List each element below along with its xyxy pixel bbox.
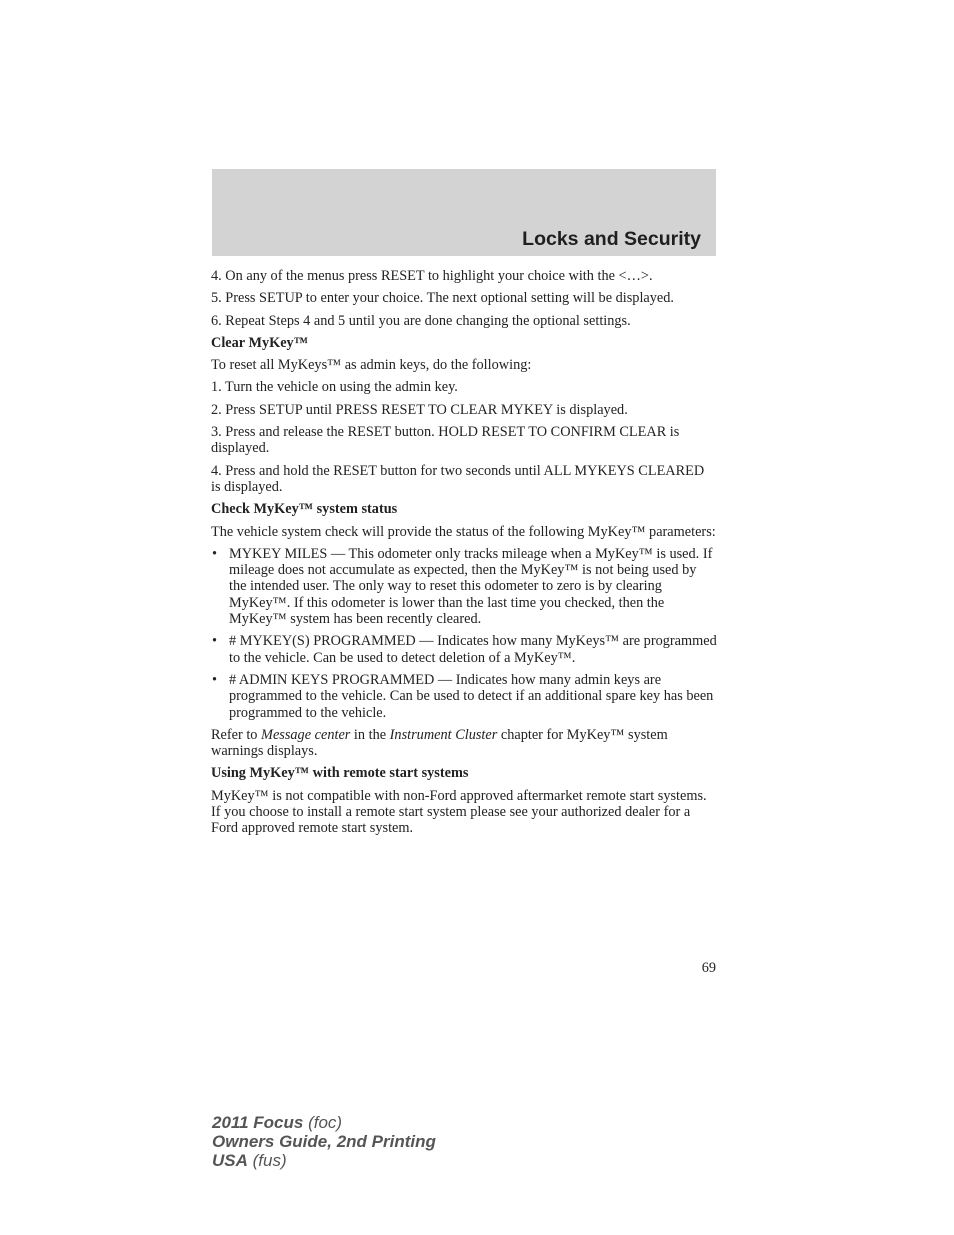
check-mykey-intro: The vehicle system check will provide the status of the following MyKey™ parameters: xyxy=(211,523,716,540)
footer xyxy=(212,1113,436,1170)
footer-region: USA xyxy=(212,1151,248,1170)
bullet-icon: • xyxy=(212,545,218,562)
footer-guide: Owners Guide, 2nd Printing xyxy=(212,1132,436,1151)
refer-instrument-cluster: Instrument Cluster xyxy=(389,726,498,743)
clear-step-4: 4. Press and hold the RESET button for two seconds until ALL MYKEYS CLEARED is displayed. xyxy=(211,462,705,495)
footer-line-1 xyxy=(212,1113,436,1132)
step-4: 4. On any of the menus press RESET to highlight your choice with the <…>. xyxy=(211,268,653,284)
step-5: 5. Press SETUP to enter your choice. The next optional setting will be displayed. xyxy=(211,290,674,307)
list-item xyxy=(211,633,717,666)
page-content xyxy=(211,268,717,843)
footer-model-code: (foc) xyxy=(303,1113,343,1132)
clear-step-3: 3. Press and release the RESET button. HOLD RESET TO CONFIRM CLEAR is displayed. xyxy=(211,424,680,457)
bullet-icon: • xyxy=(212,633,218,650)
refer-text-2: in the xyxy=(350,726,390,743)
bullet-icon: • xyxy=(212,671,218,688)
refer-paragraph xyxy=(211,727,717,760)
parameter-list xyxy=(211,546,717,721)
clear-step-1: 1. Turn the vehicle on using the admin key. xyxy=(211,379,458,396)
refer-text-3: chapter for MyKey™ system warnings displays. xyxy=(211,726,668,760)
remote-start-heading: Using MyKey™ with remote start systems xyxy=(211,765,469,782)
list-item xyxy=(211,672,717,721)
footer-line-3 xyxy=(212,1151,436,1170)
chapter-title: Locks and Security xyxy=(522,228,701,250)
list-item-text: # MYKEY(S) PROGRAMMED — Indicates how many MyKeys™ are programmed to the vehicle. Can be used to detect deletion of a MyKey™. xyxy=(229,633,717,666)
footer-line-2 xyxy=(212,1132,436,1151)
clear-mykey-heading: Clear MyKey™ xyxy=(211,334,309,351)
footer-region-code: (fus) xyxy=(247,1151,287,1170)
remote-start-text: MyKey™ is not compatible with non-Ford approved aftermarket remote start systems. If you choose to install a remote start system please see your authorized dealer for a Ford approved remote start system. xyxy=(211,787,707,837)
refer-message-center: Message center xyxy=(261,726,351,743)
list-item xyxy=(211,546,717,627)
page-number: 69 xyxy=(701,960,716,976)
list-item-text: MYKEY MILES — This odometer only tracks mileage when a MyKey™ is used. If mileage does not accumulate as expected, then the MyKey™ is not being used by the intended user. The only way to reset this odometer to zero is by clearing MyKey™. If this odometer is lower than the last time you checked, then the MyKey™ system has been recently cleared. xyxy=(229,545,713,628)
clear-step-2: 2. Press SETUP until PRESS RESET TO CLEAR MYKEY is displayed. xyxy=(211,401,628,418)
list-item-text: # ADMIN KEYS PROGRAMMED — Indicates how many admin keys are programmed to the vehicle. Can be used to detect if an additional spare key has been programmed to the vehicle. xyxy=(229,671,714,721)
chapter-header-band xyxy=(212,169,716,256)
refer-text-1: Refer to xyxy=(211,726,262,743)
footer-model: 2011 Focus xyxy=(212,1113,304,1132)
clear-mykey-intro: To reset all MyKeys™ as admin keys, do the following: xyxy=(211,357,532,374)
step-6: 6. Repeat Steps 4 and 5 until you are done changing the optional settings. xyxy=(211,312,631,329)
check-mykey-heading: Check MyKey™ system status xyxy=(211,501,398,518)
